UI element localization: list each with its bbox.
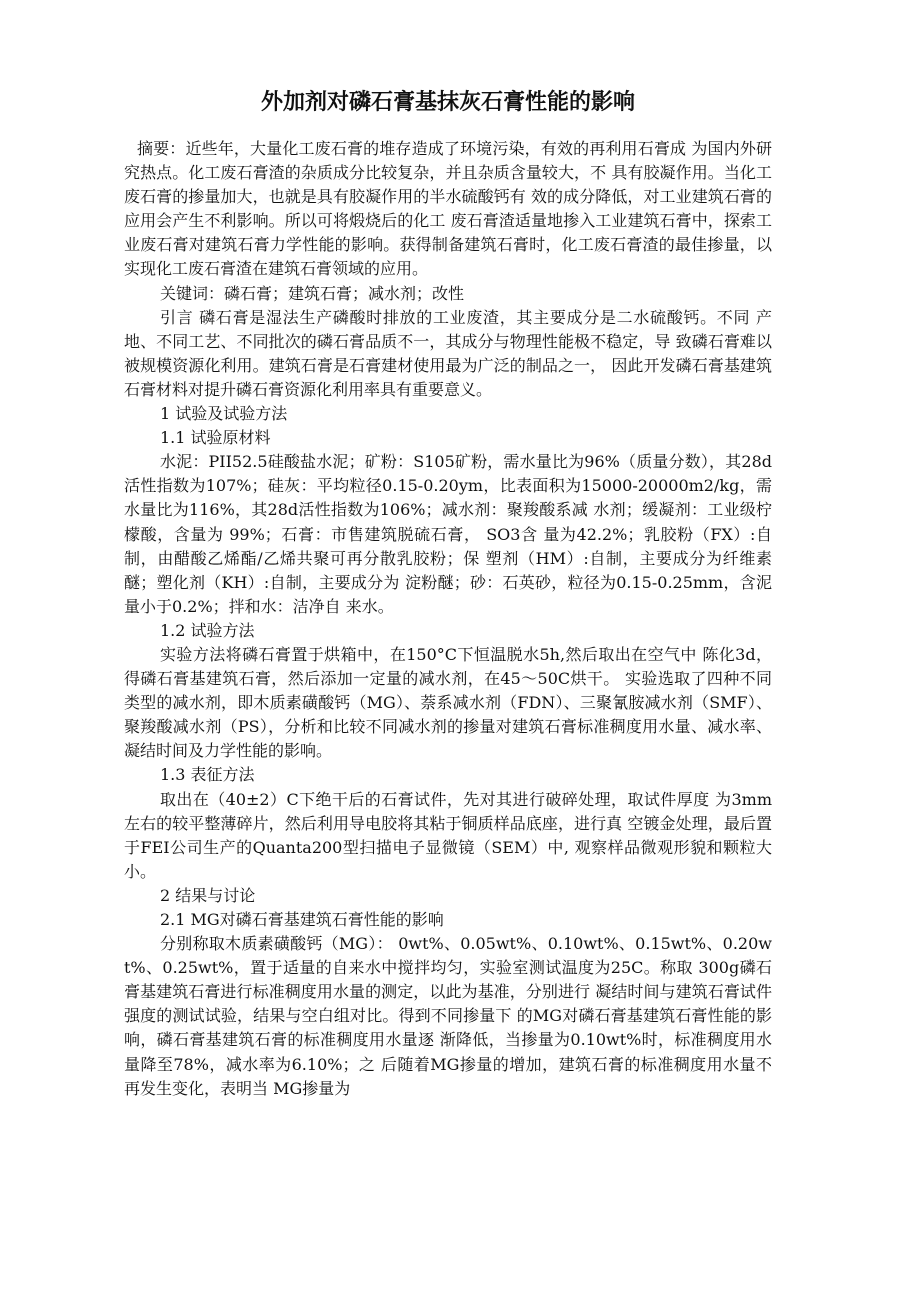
materials-paragraph: 水泥：PII52.5硅酸盐水泥；矿粉：S105矿粉，需水量比为96%（质量分数），其28d活性指数为107%；硅灰：平均粒径0.15-0.20ym，比表面积为15000-20000m2/kg，需水量比为116%，其28d活性指数为106%；减水剂：聚羧酸系减 水剂；缓凝剂：工业级柠檬酸，含量为 99%；石膏：市售建筑脱硫石膏， SO3含 量为42.2%；乳胶粉（FX）:自制，由醋酸乙烯酯/乙烯共聚可再分散乳胶粉；保 塑剂（HM）:自制，主要成分为纤维素醚；塑化剂（KH）:自制，主要成分为 淀粉醚；砂：石英砂，粒径为0.15-0.25mm，含泥量小于0.2%；拌和水：洁净自 来水。 [124, 452, 772, 616]
method-paragraph: 实验方法将磷石膏置于烘箱中，在150°C下恒温脱水5h,然后取出在空气中 陈化3d，得磷石膏基建筑石膏，然后添加一定量的减水剂，在45〜50C烘干。 实验选取了四种不同类型的减水剂，即木质素磺酸钙（MG）、萘系减水剂（FDN）、三聚氰胺减水剂（SMF）、聚羧酸减水剂（PS），分析和比较不同减水剂的掺量对建筑石膏标准稠度用水量、减水率、凝结时间及力学性能的影响。 [124, 644, 772, 761]
characterization-paragraph: 取出在（40±2）C下绝干后的石膏试件，先对其进行破碎处理，取试件厚度 为3mm左右的较平整薄碎片，然后利用导电胶将其粘于铜质样品底座，进行真 空镀金处理，最后置于FEI公司生产的Quanta200型扫描电子显微镜（SEM）中, 观察样品微观形貌和颗粒大小。 [124, 789, 772, 881]
results-paragraph: 分别称取木质素磺酸钙（MG）： 0wt%、0.05wt%、0.10wt%、0.15wt%、0.20wt%、0.25wt%，置于适量的自来水中搅拌均匀，实验室测试温度为25C。称取 300g磷石膏基建筑石膏进行标准稠度用水量的测定，以此为基准，分别进行 凝结时间与建筑石膏试件强度的测试试验，结果与空白组对比。得到不同掺量下 的MG对磷石膏基建筑石膏性能的影响，磷石膏基建筑石膏的标准稠度用水量逐 渐降低，当掺量为0.10wt%时，标准稠度用水量降至78%，减水率为6.10%；之 后随着MG掺量的增加，建筑石膏的标准稠度用水量不再发生变化，表明当 MG掺量为 [124, 934, 772, 1098]
section-heading-1-2: 1.2 试验方法 [160, 620, 255, 640]
section-heading-2: 2 结果与讨论 [160, 885, 256, 905]
section-heading-2-1: 2.1 MG对磷石膏基建筑石膏性能的影响 [160, 910, 444, 929]
section-heading-1: 1 试验及试验方法 [160, 404, 288, 424]
section-heading-1-1: 1.1 试验原材料 [160, 428, 271, 448]
document-page [124, 88, 772, 1101]
section-heading-1-3: 1.3 表征方法 [160, 765, 255, 785]
paper-title: 外加剂对磷石膏基抹灰石膏性能的影响 [260, 90, 635, 115]
keywords-paragraph: 关键词：磷石膏；建筑石膏；减水剂；改性 [160, 283, 465, 303]
abstract-paragraph: 摘要：近些年，大量化工废石膏的堆存造成了环境污染，有效的再利用石膏成 为国内外研究热点。化工废石膏渣的杂质成分比较复杂，并且杂质含量较大，不 具有胶凝作用。当化工废石膏的掺量加大，也就是具有胶凝作用的半水硫酸钙有 效的成分降低，对工业建筑石膏的应用会产生不利影响。所以可将煅烧后的化工 废石膏渣适量地掺入工业建筑石膏中，探索工业废石膏对建筑石膏力学性能的影响。获得制备建筑石膏时，化工废石膏渣的最佳掺量，以实现化工废石膏渣在建筑石膏领域的应用。 [124, 139, 772, 279]
introduction-paragraph: 引言 磷石膏是湿法生产磷酸时排放的工业废渣，其主要成分是二水硫酸钙。不同 产地、不同工艺、不同批次的磷石膏品质不一，其成分与物理性能极不稳定，导 致磷石膏难以被规模资源化利用。建筑石膏是石膏建材使用最为广泛的制品之一， 因此开发磷石膏基建筑石膏材料对提升磷石膏资源化利用率具有重要意义。 [124, 307, 772, 399]
